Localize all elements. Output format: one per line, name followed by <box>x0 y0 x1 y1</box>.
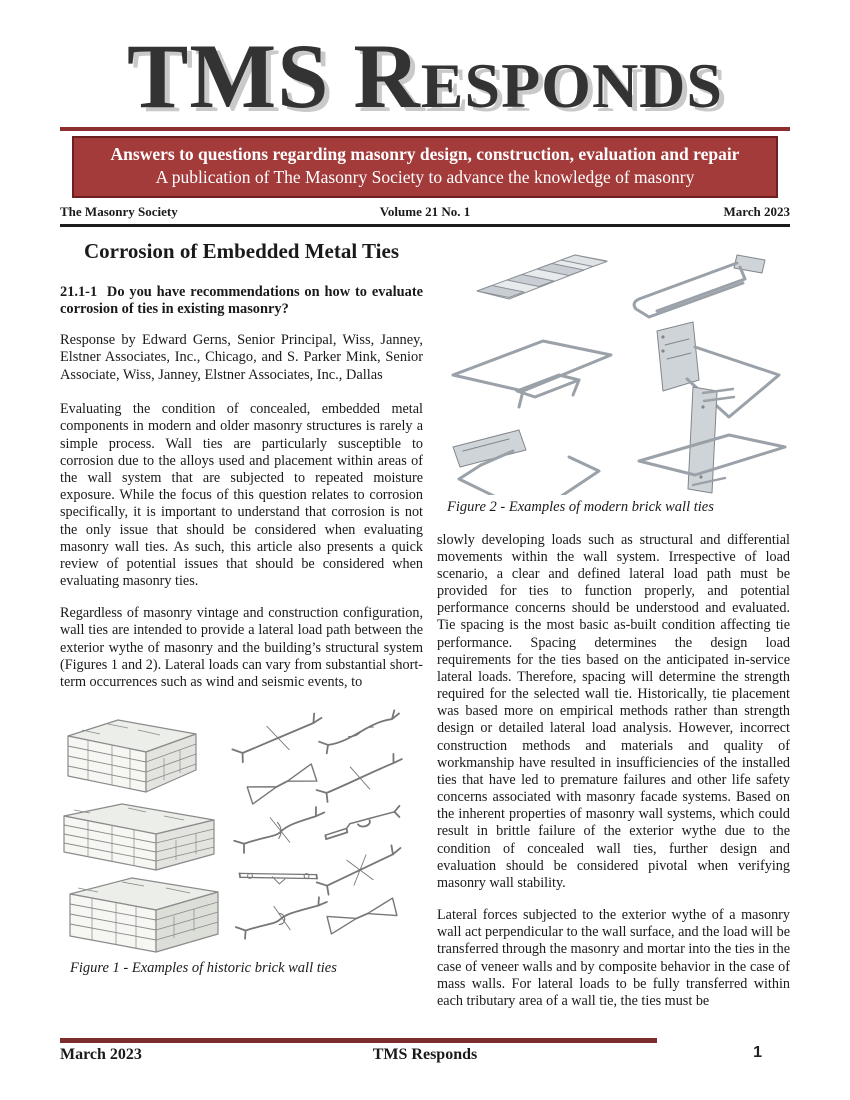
info-volume: Volume 21 No. 1 <box>379 203 471 219</box>
content <box>60 0 790 1025</box>
paragraph: Regardless of masonry vintage and construction configuration, wall ties are intended to provide a lateral load path between the exterior wythe of masonry and the building’s structural system (Figures 1 and 2). Lateral loads can vary from substantial short-term occurrences such as wind and seismic events, to <box>60 605 423 690</box>
paragraph: Lateral forces subjected to the exterior wythe of a masonry wall act perpendicular to the wall surface, and the load will be transferred through the masonry and mortar into the ties in the case of veneer walls and by composite behavior in the case of mass walls. For lateral loads to be fully transferred within each tributary area of a wall tie, the ties must be <box>437 907 791 1009</box>
figure1-caption: Figure 1 - Examples of historic brick wall ties <box>70 960 337 977</box>
info-publisher: The Masonry Society <box>60 203 178 219</box>
figure2-caption: Figure 2 - Examples of modern brick wall ties <box>447 498 714 515</box>
info-date: March 2023 <box>723 203 790 219</box>
footer-title: TMS Responds <box>372 1046 478 1063</box>
right-column <box>437 237 790 1026</box>
footer-rule <box>60 1038 657 1043</box>
banner <box>72 136 778 198</box>
masthead-title: TMS Responds <box>127 25 723 127</box>
footer-date: March 2023 <box>60 1046 142 1063</box>
question-heading: 21.1-1 Do you have recommendations on how to evaluate corrosion of ties in existing masonry? <box>60 283 423 318</box>
masthead-rule <box>60 127 790 131</box>
article-body <box>60 237 790 1026</box>
byline: Response by Edward Gerns, Senior Principal, Wiss, Janney, Elstner Associates, Inc., Chicago, and S. Parker Mink, Senior Associate, Wiss, Janney, Elstner Associates, Inc., Dallas <box>60 331 423 383</box>
article-title: Corrosion of Embedded Metal Ties <box>83 238 399 263</box>
banner-subtitle: A publication of The Masonry Society to advance the knowledge of masonry <box>155 166 695 187</box>
paragraph: slowly developing loads such as structural and differential movements within the wall system. Irrespective of load scenario, a clear and defined lateral load path must be provided for ties to function properly, and potential performance concerns should be understood and evaluated. Tie spacing is the most basic as-built condition affecting tie performance. Spacing determines the design load requirements for the ties based on the anticipated in-service lateral loads. Therefore, spacing will determine the strength required for the selected wall tie. Historically, tie placement was based more on empirical methods rather than strength design or detailed lateral load analysis. However, incorrect construction methods and materials and quality of workmanship have resulted in insufficiencies of the installed ties that have led to premature failures and other life safety concerns associated with masonry facade systems. Based on the inherent properties of masonry wall systems, which could result in brittle failure of the exterior wythe due to the condition of concealed wall ties, further design and evaluation should be considered pivotal when verifying masonry wall stability. <box>437 531 790 891</box>
info-bar <box>60 204 790 224</box>
paragraph: Evaluating the condition of concealed, embedded metal components in modern and older masonry structures is rarely a simple process. Wall ties are particularly susceptible to corrosion due to the alloys used and placement within areas of the wall system that are subjected to repeated moisture exposure. While the focus of this question relates to corrosion specifically, it is important to understand that corrosion is not the only issue that should be considered when evaluating masonry wall ties. As such, this article also presents a quick review of potential issues that should be considered when evaluating masonry ties. <box>60 401 423 590</box>
figure1-image <box>60 706 423 956</box>
banner-tagline: Answers to questions regarding masonry design, construction, evaluation and repair <box>110 144 740 164</box>
header-divider <box>60 224 790 227</box>
footer-page-number: 1 <box>753 1044 762 1061</box>
figure2-image <box>437 237 790 495</box>
left-column <box>60 237 423 1026</box>
